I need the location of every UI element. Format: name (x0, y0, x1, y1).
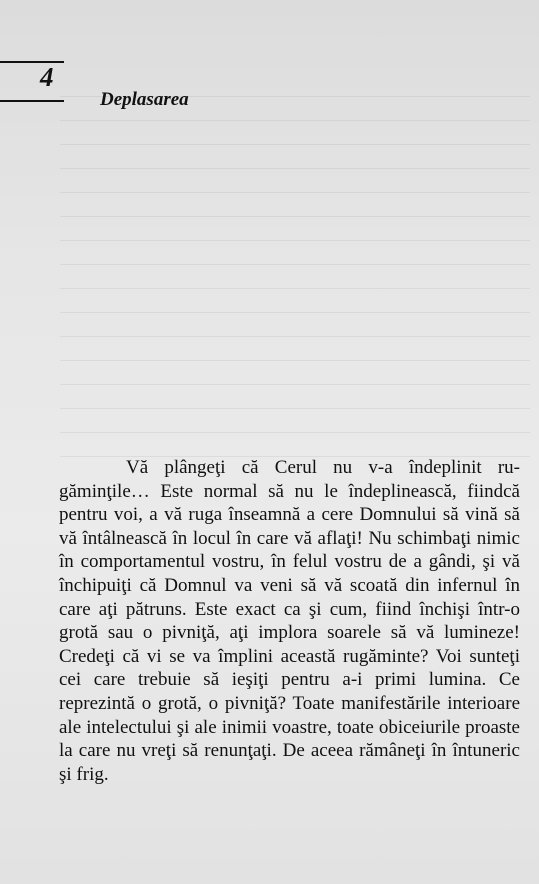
chapter-rule-top (0, 61, 64, 63)
chapter-number: 4 (40, 62, 54, 92)
chapter-title: Deplasarea (100, 89, 189, 110)
bleed-through-texture (60, 80, 530, 460)
chapter-rule-bottom (0, 100, 64, 102)
body-paragraph: Vă plângeţi că Cerul nu v-a îndeplinit rugăminţile… Este normal să nu le îndeplinească, fiindcă pentru voi, a vă ruga înseamnă a cere Domnului să vină să vă întâlnească în locul în care vă aflaţi! Nu schimbaţi nimic în comportamentul vostru, în felul vostru de a gândi, şi vă închipuiţi că Domnul va veni să vă scoată din infernul în care aţi pătruns. Este exact ca şi cum, fiind închişi într-o grotă sau o pivniţă, aţi implora soarele să vă lumineze! Credeţi că vi se va împlini această rugăminte? Voi sunteţi cei care trebuie să ieşiţi pentru a-i primi lumina. Ce reprezintă o grotă, o pivniţă? Toate manifestările interioare ale intelectului şi ale inimii voastre, toate obiceiurile proaste la care nu vreţi să renunţaţi. De aceea rămâneţi în întuneric şi frig. (59, 457, 520, 785)
